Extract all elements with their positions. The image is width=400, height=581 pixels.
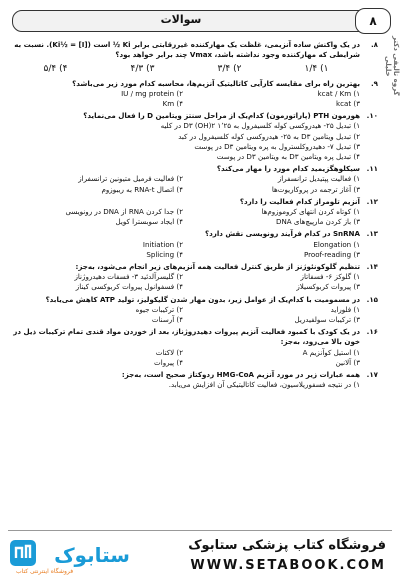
logo-wordmark: ستابوک (54, 543, 130, 567)
answer-option[interactable]: ۴) ایجاد سوبسترا کویل (115, 217, 183, 227)
answer-option[interactable]: ۳) آغاز ترجمه در پروکاریوت‌ها (271, 184, 360, 194)
answer-option[interactable]: ۴) ۵/۴ (43, 64, 68, 75)
question-text: آنزیم تلومراز کدام فعالیت را دارد؟ (239, 196, 360, 206)
answer-option[interactable]: ۲) تبدیل ویتامین D۳ به ۲۵- هیدروکسی کوله کلسیفرول در کبد (178, 131, 360, 141)
store-name: فروشگاه کتاب پزشکی ستابوک (188, 538, 386, 553)
footer-divider (8, 530, 392, 531)
question-number: ۱۱. (366, 164, 378, 174)
answer-options (12, 240, 360, 260)
answer-option[interactable]: ۳) پیروات کربوکسیلاز (296, 282, 360, 292)
question-item (12, 79, 378, 110)
answer-option[interactable]: ۲) گلیسرآلدئید ۳- فسفات دهیدروژناز (74, 272, 183, 282)
answer-option[interactable]: ۱) کوتاه کردن انتهای کروموزوم‌ها (261, 207, 360, 217)
question-number: ۱۶. (366, 327, 378, 337)
answer-option[interactable]: ۱) kcat / Km (317, 88, 360, 98)
question-text: در مسمومیت با کدام‌یک از عوامل زیر، بدون مهار شدن گلیکولیز، تولید ATP کاهش می‌یابد؟ (45, 294, 360, 304)
question-item (12, 111, 378, 162)
question-number: ۸. (370, 40, 378, 49)
store-url[interactable]: WWW.SETABOOK.COM (190, 558, 386, 573)
answer-option[interactable]: ۱) تبدیل ۲۵- هیدروکسی کوله کلسیفرول به D۳ (OH)۲ ۱٬۲۵ در کلیه (160, 121, 360, 131)
question-item (12, 229, 378, 260)
answer-options (12, 121, 360, 162)
answer-option[interactable]: ۲) لاکتات (155, 347, 183, 357)
answer-options (12, 272, 360, 292)
question-text: SnRNA در کدام فرآیند رونویسی نقش دارد؟ (205, 229, 360, 239)
answer-option[interactable]: ۳) تبدیل ۷- دهیدروکلسترول به پره ویتامین D۳ در پوست (194, 141, 360, 151)
question-text: تنظیم گلوکونئوژنز از طریق کنترل فعالیت همه آنزیم‌های زیر انجام می‌شود، به‌جز: (75, 262, 360, 272)
question-number: ۱۵. (366, 294, 378, 304)
question-item (12, 327, 378, 368)
question-text: بهترین راه برای مقایسه کارآیی کاتالیتیک آنزیم‌ها، محاسبه کدام مورد زیر می‌باشد؟ (72, 78, 360, 88)
answer-option[interactable]: ۲) جدا کردن RNA از DNA در رونویسی (65, 207, 183, 217)
question-item (12, 164, 378, 195)
question-item (12, 197, 378, 228)
answer-option[interactable]: ۴) Splicing (146, 249, 183, 259)
answer-option[interactable]: ۲) فعالیت فرمیل متیونین ترانسفراز (78, 174, 183, 184)
answer-options (12, 305, 360, 325)
answer-option[interactable]: ۳) kcat (336, 99, 360, 109)
setabook-logo (10, 536, 130, 572)
answer-option[interactable]: ۲) Initiation (142, 239, 183, 249)
answer-option[interactable]: ۳) باز کردن مارپیچ‌های DNA (276, 217, 360, 227)
answer-options (12, 174, 360, 194)
answer-option[interactable]: ۱) فعالیت پپتیدیل ترانسفراز (277, 174, 360, 184)
answer-option[interactable]: ۲) IU / mg protein (121, 88, 183, 98)
question-text: هورمون PTH (پاراتورمون) کدام‌یک از مراحل سنتز ویتامین D را فعال می‌نماید؟ (83, 111, 360, 121)
answer-option[interactable]: ۴) آرسنات (151, 315, 183, 325)
answer-option[interactable]: ۱) ۱/۴ (304, 64, 329, 75)
answer-option[interactable]: ۴) اتصال RNA-t به ریبوزوم (101, 184, 183, 194)
question-list (12, 40, 378, 393)
answer-option[interactable]: ۴) فسفوانول پیروات کربوکسی کیناز (75, 282, 183, 292)
answer-option[interactable]: ۲) ۳/۴ (217, 64, 242, 75)
answer-option[interactable]: ۱) گلوکز ۶- فسفاتاز (300, 272, 360, 282)
question-text: در یک واکنش ساده آنزیمی، غلظت یک مهارکننده غیررقابتی برابر Ki ½ است ([I] = ½Ki). نسبت به شرایطی که مهارکننده وجود نداشته باشد، Vmax چند برابر خواهد بود؟ (14, 40, 360, 60)
question-text: همه عبارات زیر در مورد آنزیم HMG-CoA ردوکتاز صحیح است، به‌جز: (121, 370, 360, 380)
question-text: در یک کودک با کمبود فعالیت آنزیم پیروات دهیدروژناز، بعد از خوردن مواد قندی تمام ترکیبات ذیل در خون بالا می‌رود، به‌جز: (13, 327, 360, 347)
question-item (12, 370, 378, 390)
answer-option[interactable]: ۴) تبدیل پره ویتامین D۳ به ویتامین D۳ در پوست (216, 152, 360, 162)
question-item (12, 295, 378, 326)
page-number: ۸ (355, 8, 391, 34)
answer-option[interactable]: ۱) Elongation (313, 239, 360, 249)
question-text: سیکلوهگزیمید کدام مورد را مهار می‌کند؟ (216, 164, 360, 174)
question-number: ۱۰. (366, 111, 378, 121)
answer-options (12, 89, 360, 109)
answer-options (12, 348, 360, 368)
question-item (12, 262, 378, 293)
page-footer (0, 530, 400, 581)
question-number: ۹. (370, 78, 378, 88)
answer-options (12, 64, 360, 74)
question-item (12, 40, 378, 75)
answer-option[interactable]: ۴) Km (162, 99, 183, 109)
question-number: ۱۳. (366, 229, 378, 239)
question-number: ۱۲. (366, 196, 378, 206)
logo-tagline: فروشگاه اینترنتی کتاب (16, 568, 74, 575)
answer-option[interactable]: ۳) ترکیبات سولفیدریل (294, 315, 360, 325)
answer-option[interactable]: ۳) آلانین (335, 357, 360, 367)
answer-options (12, 380, 360, 390)
answer-option[interactable]: ۳) Proof-reading (303, 249, 360, 259)
answer-option[interactable]: ۴) پیروات (154, 357, 183, 367)
answer-option[interactable]: ۱) فلوراید (330, 304, 360, 314)
question-number: ۱۷. (366, 370, 378, 380)
page-header (12, 10, 390, 32)
answer-option[interactable]: ۱) در نتیجه فسفوریلاسیون، فعالیت کاتالیتیکی آن افزایش می‌یابد. (168, 380, 360, 390)
answer-option[interactable]: ۳) ۴/۳ (130, 64, 155, 75)
page-title: سوالات (160, 13, 202, 26)
side-watermark: گروه تالیفی دکتر خلیلی (384, 36, 400, 96)
answer-options (12, 207, 360, 227)
question-number: ۱۴. (366, 262, 378, 272)
answer-option[interactable]: ۱) استیل کوآنزیم A (302, 347, 360, 357)
answer-option[interactable]: ۲) ترکیبات جیوه (135, 304, 183, 314)
